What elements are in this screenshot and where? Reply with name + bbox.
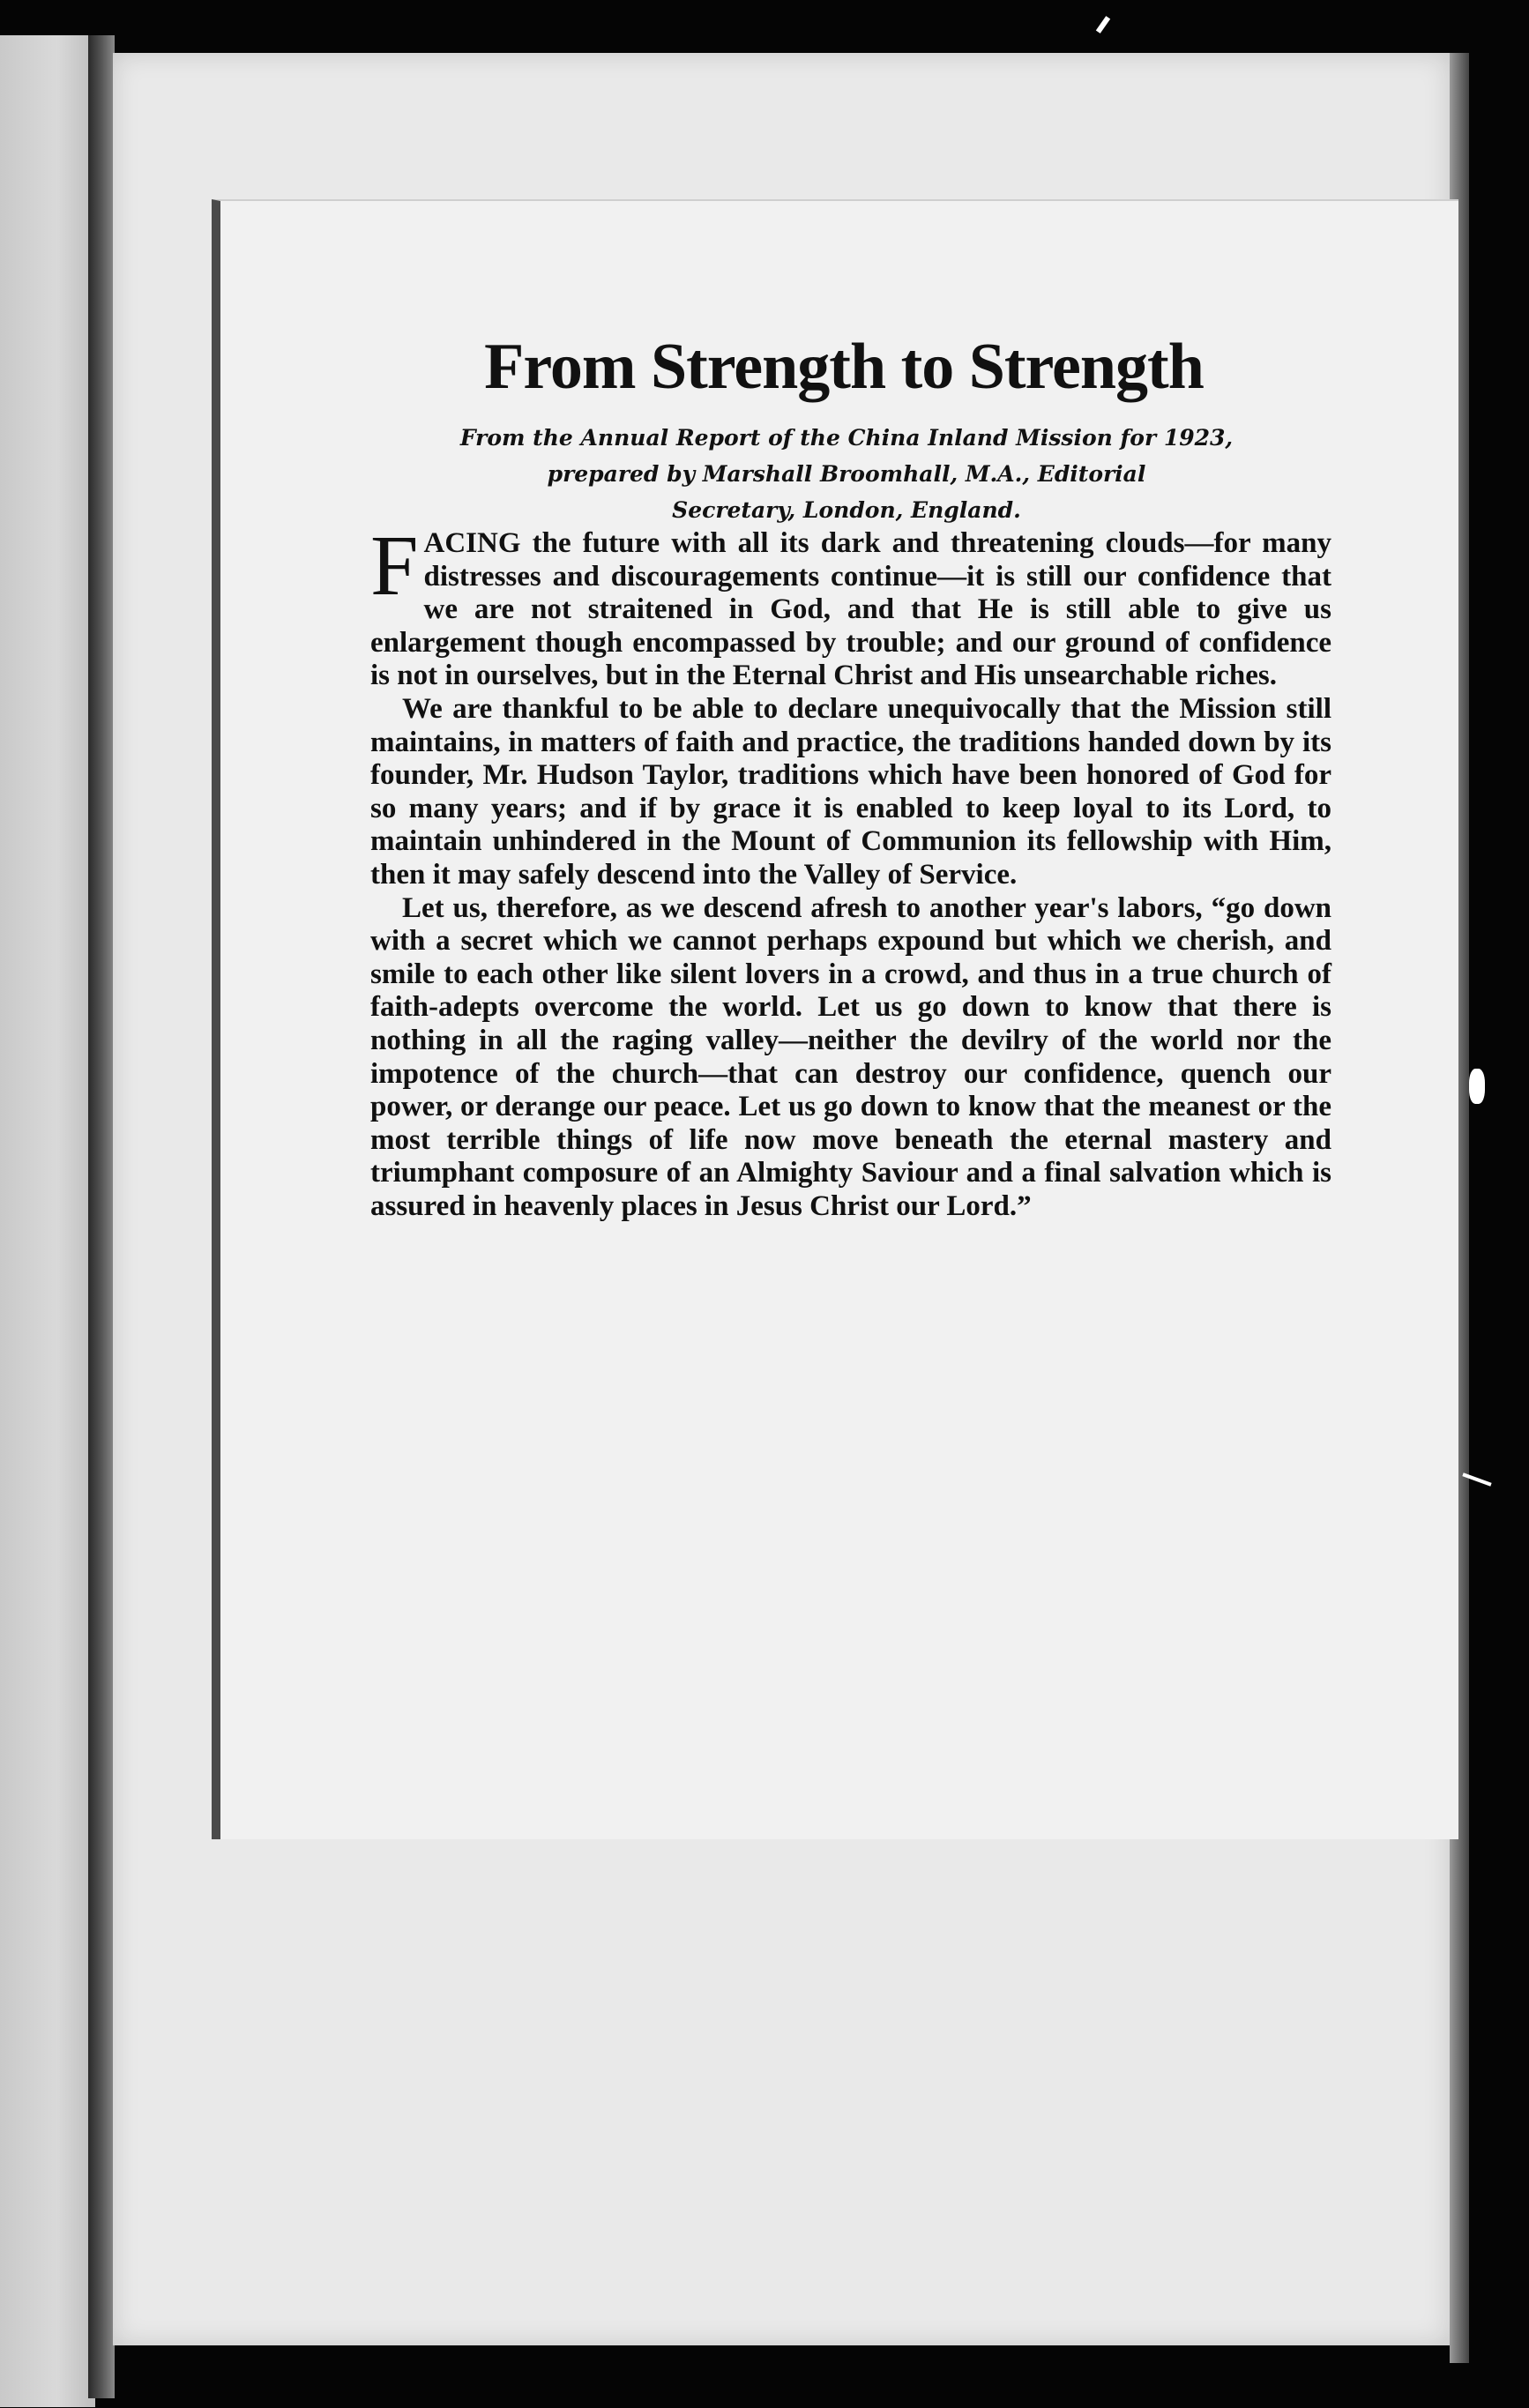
paragraph-1 xyxy=(370,518,1331,693)
left-page-edge xyxy=(0,35,95,2407)
drop-cap: F xyxy=(370,518,419,614)
source-line-3: Secretary, London, England. xyxy=(672,497,1021,523)
article-body xyxy=(370,518,1331,1223)
scan-speck xyxy=(1096,16,1110,34)
paragraph-2: We are thankful to be able to declare unequivocally that the Mission still maintains, in matters of faith and practice, the traditions handed down by its founder, Mr. Hudson Taylor, traditions which have been honored of God for so many years; and if by grace it is enabled to keep loyal to its Lord, to maintain unhindered in the Mount of Communion its fellowship with Him, then it may safely descend into the Valley of Service. xyxy=(370,692,1331,891)
binding-shadow xyxy=(88,35,115,2398)
article-panel xyxy=(212,199,1458,1839)
paragraph-3: Let us, therefore, as we descend afresh to another year's labors, “go down with a secret which we cannot perhaps expound but which we cherish, and smile to each other like silent lovers in a crowd, and thus in a true church of faith-adepts overcome the world. Let us go down to know that there is nothing in all the raging valley—neither the devilry of the world nor the impotence of the church—that can destroy our confidence, quench our power, or derange our peace. Let us go down to know that the meanest or the most terrible things of life now move beneath the eternal mastery and triumphant composure of an Almighty Saviour and a final salvation which is assured in heavenly places in Jesus Christ our Lord.” xyxy=(370,891,1331,1222)
article-title: From Strength to Strength xyxy=(484,331,1204,403)
source-line-1: From the Annual Report of the China Inland Mission for 1923, xyxy=(459,425,1234,451)
scan-speck xyxy=(1469,1069,1485,1104)
article-source xyxy=(362,420,1331,528)
paragraph-1-text: ACING the future with all its dark and threatening clouds—for many distresses and discouragements continue—it is still our confidence that we are not straitened in God, and that He is still able to give us enlargement though encompassed by trouble; and our ground of confidence is not in ourselves, but in the Eternal Christ and His unsearchable riches. xyxy=(370,527,1331,692)
source-line-2: prepared by Marshall Broomhall, M.A., Editorial xyxy=(547,461,1146,487)
